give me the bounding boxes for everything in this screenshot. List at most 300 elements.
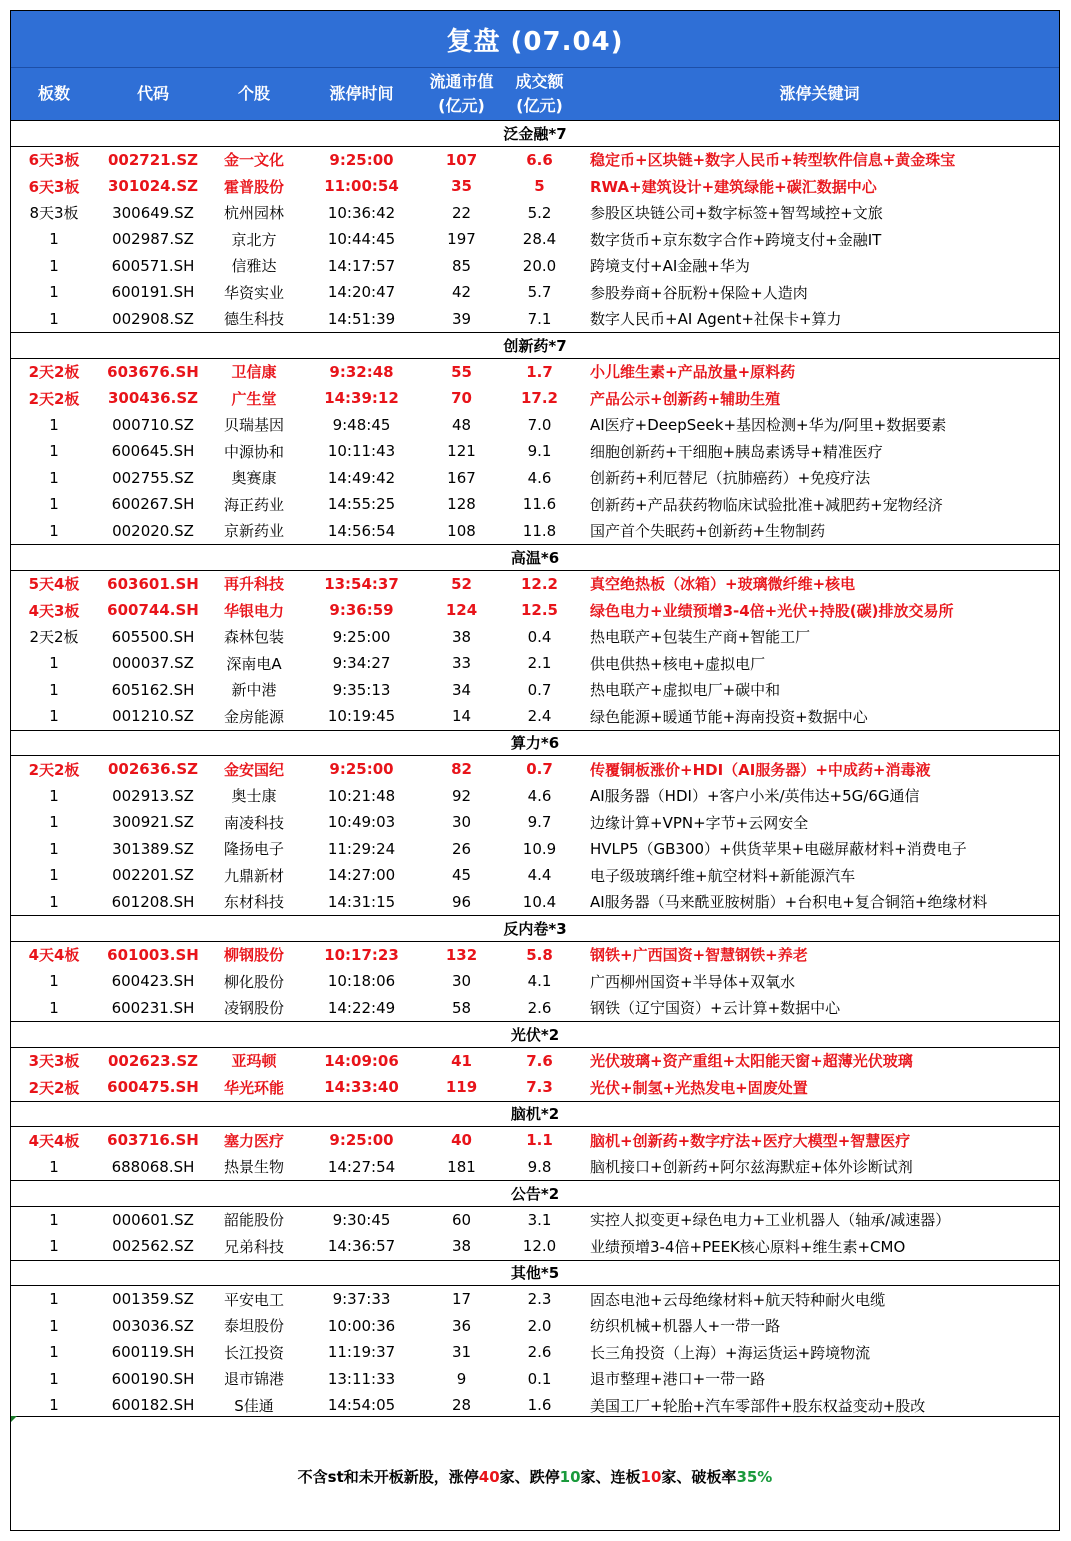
- code-cell: 301389.SZ: [112, 839, 194, 858]
- float-cap-cell: 14: [451, 707, 472, 726]
- float-cap-cell: 48: [451, 415, 472, 434]
- float-cap-cell: 197: [447, 230, 476, 249]
- turnover-cell: 5.7: [527, 283, 552, 302]
- board-cell: 1: [49, 1157, 59, 1176]
- code-cell: 002913.SZ: [112, 786, 194, 805]
- float-cap-cell: 167: [447, 468, 476, 487]
- stock-name-cell: 深南电A: [226, 654, 282, 673]
- limit-time-cell: 11:29:24: [327, 839, 396, 858]
- keywords-cell: 业绩预增3-4倍+PEEK核心原料+维生素+CMO: [590, 1237, 906, 1256]
- section-header: 创新药*7: [11, 332, 1059, 359]
- header-float-cap-unit: (亿元): [438, 96, 485, 115]
- code-cell: 000710.SZ: [112, 415, 194, 434]
- code-cell: 003036.SZ: [112, 1316, 194, 1335]
- board-cell: 1: [49, 1396, 59, 1415]
- limit-time-cell: 10:00:36: [327, 1316, 396, 1335]
- turnover-cell: 5.2: [527, 203, 552, 222]
- limit-time-cell: 14:22:49: [327, 998, 396, 1017]
- table-row: [11, 1339, 1059, 1366]
- summary-break-rate: 35%: [736, 1468, 773, 1486]
- keywords-cell: 光伏玻璃+资产重组+太阳能天窗+超薄光伏玻璃: [590, 1052, 913, 1071]
- code-cell: 605162.SH: [111, 680, 195, 699]
- turnover-cell: 2.6: [527, 1343, 552, 1362]
- stock-name-cell: 金一文化: [223, 151, 284, 170]
- section-header: 反内卷*3: [11, 915, 1059, 942]
- stock-name-cell: 南凌科技: [223, 813, 284, 832]
- code-cell: 002755.SZ: [112, 468, 194, 487]
- code-cell: 002908.SZ: [112, 309, 194, 328]
- board-cell: 6天3板: [28, 151, 80, 170]
- keywords-cell: 真空绝热板（冰箱）+玻璃微纤维+核电: [590, 575, 856, 594]
- header-turnover-unit: (亿元): [516, 96, 563, 115]
- board-cell: 1: [49, 866, 59, 885]
- keywords-cell: 钢铁+广西国资+智慧钢铁+养老: [590, 946, 808, 965]
- table-row: [11, 518, 1059, 545]
- table-row: [11, 571, 1059, 598]
- code-cell: 002636.SZ: [108, 760, 198, 779]
- code-cell: 600191.SH: [111, 283, 195, 302]
- section-header: 公告*2: [11, 1180, 1059, 1207]
- table-row: [11, 862, 1059, 889]
- keywords-cell: 光伏+制氢+光热发电+固废处置: [590, 1078, 808, 1097]
- float-cap-cell: 70: [451, 389, 472, 408]
- float-cap-cell: 26: [451, 839, 472, 858]
- keywords-cell: 长三角投资（上海）+海运货运+跨境物流: [590, 1343, 871, 1362]
- table-row: [11, 1207, 1059, 1234]
- board-cell: 1: [49, 309, 59, 328]
- code-cell: 601208.SH: [111, 892, 195, 911]
- board-cell: 2天2板: [28, 389, 80, 408]
- stock-name-cell: 兄弟科技: [223, 1237, 284, 1256]
- header-turnover-label: 成交额: [515, 72, 564, 91]
- summary-prefix: 不含st和未开板新股，涨停: [297, 1468, 479, 1486]
- board-cell: 1: [49, 521, 59, 540]
- board-cell: 1: [49, 707, 59, 726]
- code-cell: 002623.SZ: [108, 1051, 198, 1070]
- turnover-cell: 3.1: [527, 1210, 552, 1229]
- float-cap-cell: 33: [451, 654, 472, 673]
- turnover-cell: 10.4: [522, 892, 557, 911]
- code-cell: 600744.SH: [107, 601, 199, 620]
- cell-corner-marker: [11, 1416, 17, 1422]
- header-float-cap-label: 流通市值: [429, 72, 494, 91]
- code-cell: 600423.SH: [111, 972, 195, 991]
- keywords-cell: HVLP5（GB300）+供货苹果+电磁屏蔽材料+消费电子: [590, 840, 967, 859]
- stock-name-cell: 凌钢股份: [223, 999, 284, 1018]
- limit-time-cell: 14:27:54: [327, 1157, 396, 1176]
- table-row: [11, 1127, 1059, 1154]
- turnover-cell: 4.4: [527, 866, 552, 885]
- code-cell: 300436.SZ: [108, 389, 198, 408]
- turnover-cell: 0.7: [527, 680, 552, 699]
- table-row: [11, 624, 1059, 651]
- table-row: [11, 412, 1059, 439]
- board-cell: 1: [49, 786, 59, 805]
- board-cell: 1: [49, 892, 59, 911]
- board-cell: 1: [49, 1369, 59, 1388]
- limit-time-cell: 14:39:12: [324, 389, 399, 408]
- keywords-cell: 绿色能源+暖通节能+海南投资+数据中心: [590, 707, 868, 726]
- keywords-cell: 纺织机械+机器人+一带一路: [590, 1317, 781, 1336]
- code-cell: 000601.SZ: [112, 1210, 194, 1229]
- code-cell: 600190.SH: [111, 1369, 195, 1388]
- float-cap-cell: 128: [447, 495, 476, 514]
- turnover-cell: 1.6: [527, 1396, 552, 1415]
- code-cell: 600645.SH: [111, 442, 195, 461]
- turnover-cell: 2.4: [527, 707, 552, 726]
- section-header: 高温*6: [11, 544, 1059, 571]
- stock-name-cell: 柳化股份: [223, 972, 284, 991]
- limit-time-cell: 9:35:13: [332, 680, 391, 699]
- float-cap-cell: 60: [451, 1210, 472, 1229]
- stock-name-cell: 华银电力: [223, 601, 284, 620]
- stock-name-cell: 信雅达: [231, 257, 277, 276]
- stock-name-cell: 金安国纪: [223, 760, 284, 779]
- code-cell: 605500.SH: [111, 627, 195, 646]
- float-cap-cell: 132: [445, 945, 478, 964]
- keywords-cell: RWA+建筑设计+建筑绿能+碳汇数据中心: [590, 177, 877, 196]
- table-row: [11, 306, 1059, 333]
- stock-name-cell: 京新药业: [223, 522, 284, 541]
- page-title: 复盘 (07.04): [11, 11, 1059, 68]
- code-cell: 002020.SZ: [112, 521, 194, 540]
- float-cap-cell: 17: [451, 1290, 472, 1309]
- stock-name-cell: 平安电工: [223, 1290, 284, 1309]
- table-row: [11, 279, 1059, 306]
- table-row: [11, 1286, 1059, 1313]
- stock-name-cell: 长江投资: [223, 1343, 284, 1362]
- code-cell: 001210.SZ: [112, 707, 194, 726]
- float-cap-cell: 36: [451, 1316, 472, 1335]
- stock-name-cell: 奥士康: [231, 787, 277, 806]
- table-row: [11, 1048, 1059, 1075]
- board-cell: 4天4板: [28, 946, 80, 965]
- float-cap-cell: 119: [445, 1078, 478, 1097]
- stock-name-cell: 海正药业: [223, 495, 284, 514]
- keywords-cell: 热电联产+包装生产商+智能工厂: [590, 628, 811, 647]
- table-row: [11, 173, 1059, 200]
- table-row: [11, 491, 1059, 518]
- turnover-cell: 9.1: [527, 442, 552, 461]
- stock-name-cell: 卫信康: [231, 363, 277, 382]
- limit-time-cell: 14:49:42: [327, 468, 396, 487]
- code-cell: 600571.SH: [111, 256, 195, 275]
- board-cell: 1: [49, 813, 59, 832]
- turnover-cell: 9.7: [527, 813, 552, 832]
- turnover-cell: 2.6: [527, 998, 552, 1017]
- table-row: [11, 677, 1059, 704]
- float-cap-cell: 28: [451, 1396, 472, 1415]
- summary-consecutive-unit: 家、破板率: [661, 1468, 737, 1486]
- limit-time-cell: 11:19:37: [327, 1343, 396, 1362]
- stock-name-cell: 东材科技: [223, 893, 284, 912]
- section-header: 光伏*2: [11, 1021, 1059, 1048]
- float-cap-cell: 108: [447, 521, 476, 540]
- limit-time-cell: 14:33:40: [324, 1078, 399, 1097]
- float-cap-cell: 40: [451, 1131, 472, 1150]
- table-row: [11, 756, 1059, 783]
- board-cell: 2天2板: [28, 1078, 80, 1097]
- header-turnover: [499, 68, 580, 120]
- keywords-cell: 广西柳州国资+半导体+双氧水: [590, 972, 796, 991]
- code-cell: 600119.SH: [111, 1343, 195, 1362]
- keywords-cell: 参股区块链公司+数字标签+智驾域控+文旅: [590, 204, 883, 223]
- section-header: 算力*6: [11, 730, 1059, 757]
- limit-time-cell: 9:37:33: [332, 1290, 391, 1309]
- code-cell: 300649.SZ: [112, 203, 194, 222]
- float-cap-cell: 96: [451, 892, 472, 911]
- keywords-cell: AI服务器（马来酰亚胺树脂）+台积电+复合铜箔+绝缘材料: [590, 893, 988, 912]
- table-row: [11, 1154, 1059, 1181]
- keywords-cell: AI服务器（HDI）+客户小米/英伟达+5G/6G通信: [590, 787, 920, 806]
- limit-time-cell: 9:25:00: [332, 627, 391, 646]
- float-cap-cell: 34: [451, 680, 472, 699]
- keywords-cell: 产品公示+创新药+辅助生殖: [590, 389, 781, 408]
- stock-name-cell: 新中港: [231, 681, 277, 700]
- limit-time-cell: 10:21:48: [327, 786, 396, 805]
- board-cell: 4天3板: [28, 601, 80, 620]
- table-row: [11, 597, 1059, 624]
- turnover-cell: 9.8: [527, 1157, 552, 1176]
- code-cell: 600231.SH: [111, 998, 195, 1017]
- board-cell: 2天2板: [28, 760, 80, 779]
- float-cap-cell: 30: [451, 813, 472, 832]
- board-cell: 1: [49, 1237, 59, 1256]
- table-row: [11, 147, 1059, 174]
- turnover-cell: 5.8: [526, 945, 553, 964]
- limit-time-cell: 9:36:59: [329, 601, 394, 620]
- float-cap-cell: 58: [451, 998, 472, 1017]
- stock-name-cell: 华光环能: [223, 1078, 284, 1097]
- table-body: [11, 120, 1059, 1419]
- board-cell: 1: [49, 283, 59, 302]
- keywords-cell: 热电联产+虚拟电厂+碳中和: [590, 681, 781, 700]
- code-cell: 002987.SZ: [112, 230, 194, 249]
- limit-time-cell: 10:44:45: [327, 230, 396, 249]
- turnover-cell: 17.2: [520, 389, 558, 408]
- limit-time-cell: 9:25:00: [329, 760, 394, 779]
- table-row: [11, 385, 1059, 412]
- limit-time-cell: 14:09:06: [324, 1051, 399, 1070]
- table-row: [11, 1313, 1059, 1340]
- turnover-cell: 2.1: [527, 654, 552, 673]
- float-cap-cell: 52: [451, 574, 472, 593]
- turnover-cell: 0.1: [527, 1369, 552, 1388]
- summary-limit-down: 10: [559, 1468, 581, 1486]
- limit-time-cell: 13:11:33: [327, 1369, 396, 1388]
- board-cell: 1: [49, 230, 59, 249]
- keywords-cell: 跨境支付+AI金融+华为: [590, 257, 750, 276]
- board-cell: 2天2板: [29, 628, 79, 647]
- float-cap-cell: 42: [451, 283, 472, 302]
- code-cell: 603716.SH: [107, 1131, 199, 1150]
- stock-name-cell: 华资实业: [223, 283, 284, 302]
- keywords-cell: 实控人拟变更+绿色电力+工业机器人（轴承/减速器）: [590, 1211, 951, 1230]
- code-cell: 603676.SH: [107, 362, 199, 381]
- table-header: [11, 68, 1059, 120]
- table-row: [11, 650, 1059, 677]
- turnover-cell: 2.3: [527, 1290, 552, 1309]
- board-cell: 1: [49, 495, 59, 514]
- turnover-cell: 12.5: [520, 601, 558, 620]
- keywords-cell: 脑机接口+创新药+阿尔兹海默症+体外诊断试剂: [590, 1158, 913, 1177]
- keywords-cell: 绿色电力+业绩预增3-4倍+光伏+持股(碳)排放交易所: [590, 601, 954, 620]
- limit-time-cell: 14:31:15: [327, 892, 396, 911]
- float-cap-cell: 124: [445, 601, 478, 620]
- turnover-cell: 1.7: [526, 362, 553, 381]
- float-cap-cell: 45: [451, 866, 472, 885]
- stock-name-cell: 广生堂: [231, 389, 277, 408]
- keywords-cell: 数字人民币+AI Agent+社保卡+算力: [590, 310, 842, 329]
- limit-time-cell: 10:17:23: [324, 945, 399, 964]
- code-cell: 300921.SZ: [112, 813, 194, 832]
- keywords-cell: 钢铁（辽宁国资）+云计算+数据中心: [590, 999, 841, 1018]
- limit-time-cell: 14:54:05: [327, 1396, 396, 1415]
- limit-time-cell: 14:56:54: [327, 521, 396, 540]
- stock-name-cell: 塞力医疗: [223, 1131, 284, 1150]
- table-row: [11, 1366, 1059, 1393]
- board-cell: 1: [49, 256, 59, 275]
- turnover-cell: 11.8: [522, 521, 557, 540]
- limit-time-cell: 9:34:27: [332, 654, 391, 673]
- turnover-cell: 28.4: [522, 230, 557, 249]
- code-cell: 603601.SH: [107, 574, 199, 593]
- keywords-cell: 电子级玻璃纤维+航空材料+新能源汽车: [590, 866, 856, 885]
- table-row: [11, 809, 1059, 836]
- table-row: [11, 253, 1059, 280]
- turnover-cell: 0.4: [527, 627, 552, 646]
- turnover-cell: 7.1: [527, 309, 552, 328]
- section-header: 其他*5: [11, 1260, 1059, 1287]
- stock-name-cell: S佳通: [234, 1396, 274, 1415]
- table-row: [11, 836, 1059, 863]
- board-cell: 1: [49, 468, 59, 487]
- float-cap-cell: 31: [451, 1343, 472, 1362]
- table-row: [11, 359, 1059, 386]
- limit-time-cell: 13:54:37: [324, 574, 399, 593]
- float-cap-cell: 55: [451, 362, 472, 381]
- code-cell: 001359.SZ: [112, 1290, 194, 1309]
- board-cell: 1: [49, 1343, 59, 1362]
- summary-limit-down-unit: 家、连板: [580, 1468, 641, 1486]
- keywords-cell: 国产首个失眠药+创新药+生物制药: [590, 522, 826, 541]
- float-cap-cell: 85: [451, 256, 472, 275]
- float-cap-cell: 92: [451, 786, 472, 805]
- float-cap-cell: 82: [451, 760, 472, 779]
- stock-name-cell: 德生科技: [223, 310, 284, 329]
- limit-time-cell: 14:51:39: [327, 309, 396, 328]
- table-row: [11, 995, 1059, 1022]
- stock-name-cell: 中源协和: [223, 442, 284, 461]
- board-cell: 6天3板: [28, 177, 80, 196]
- limit-time-cell: 10:11:43: [327, 442, 396, 461]
- table-row: [11, 942, 1059, 969]
- keywords-cell: 创新药+产品获药物临床试验批准+减肥药+宠物经济: [590, 495, 943, 514]
- summary-limit-up-unit: 家、跌停: [499, 1468, 560, 1486]
- float-cap-cell: 22: [451, 203, 472, 222]
- float-cap-cell: 38: [451, 1237, 472, 1256]
- keywords-cell: 参股券商+谷朊粉+保险+人造肉: [590, 283, 808, 302]
- table-row: [11, 438, 1059, 465]
- header-keywords: 涨停关键词: [779, 84, 860, 103]
- keywords-cell: 供电供热+核电+虚拟电厂: [590, 654, 766, 673]
- stock-name-cell: 柳钢股份: [223, 946, 284, 965]
- board-cell: 1: [49, 1210, 59, 1229]
- code-cell: 002201.SZ: [112, 866, 194, 885]
- board-cell: 3天3板: [28, 1052, 80, 1071]
- limit-time-cell: 14:20:47: [327, 283, 396, 302]
- float-cap-cell: 35: [451, 177, 472, 196]
- float-cap-cell: 181: [447, 1157, 476, 1176]
- keywords-cell: 边缘计算+VPN+字节+云网安全: [590, 813, 809, 832]
- turnover-cell: 4.6: [527, 786, 552, 805]
- float-cap-cell: 121: [447, 442, 476, 461]
- header-float-cap: [424, 68, 499, 120]
- table-row: [11, 1074, 1059, 1101]
- keywords-cell: AI医疗+DeepSeek+基因检测+华为/阿里+数据要素: [590, 416, 947, 435]
- code-cell: 600267.SH: [111, 495, 195, 514]
- table-row: [11, 703, 1059, 730]
- turnover-cell: 12.0: [522, 1237, 557, 1256]
- board-cell: 1: [49, 442, 59, 461]
- float-cap-cell: 9: [456, 1369, 467, 1388]
- code-cell: 002562.SZ: [112, 1237, 194, 1256]
- stock-name-cell: 韶能股份: [223, 1211, 284, 1230]
- keywords-cell: 美国工厂+轮胎+汽车零部件+股东权益变动+股改: [590, 1396, 926, 1415]
- code-cell: 600182.SH: [111, 1396, 195, 1415]
- board-cell: 1: [49, 415, 59, 434]
- footer-divider: [11, 1416, 1059, 1418]
- keywords-cell: 固态电池+云母绝缘材料+航天特种耐火电缆: [590, 1290, 886, 1309]
- stock-name-cell: 贝瑞基因: [223, 416, 284, 435]
- board-cell: 1: [49, 998, 59, 1017]
- code-cell: 000037.SZ: [112, 654, 194, 673]
- header-time: 涨停时间: [329, 84, 394, 103]
- board-cell: 8天3板: [29, 204, 79, 223]
- board-cell: 5天4板: [28, 575, 80, 594]
- stock-name-cell: 奥赛康: [231, 469, 277, 488]
- table-row: [11, 783, 1059, 810]
- keywords-cell: 脑机+创新药+数字疗法+医疗大模型+智慧医疗: [590, 1131, 911, 1150]
- limit-time-cell: 9:25:00: [329, 150, 394, 169]
- board-cell: 1: [49, 972, 59, 991]
- keywords-cell: 传覆铜板涨价+HDI（AI服务器）+中成药+消毒液: [590, 760, 931, 779]
- section-header: 泛金融*7: [11, 120, 1059, 147]
- stock-name-cell: 霍普股份: [223, 177, 284, 196]
- summary-consecutive: 10: [640, 1468, 662, 1486]
- stock-name-cell: 退市锦港: [223, 1370, 284, 1389]
- limit-time-cell: 9:32:48: [329, 362, 394, 381]
- stock-name-cell: 杭州园林: [223, 204, 284, 223]
- stock-name-cell: 九鼎新材: [223, 866, 284, 885]
- turnover-cell: 5: [534, 177, 545, 196]
- board-cell: 1: [49, 1290, 59, 1309]
- turnover-cell: 2.0: [527, 1316, 552, 1335]
- turnover-cell: 20.0: [522, 256, 557, 275]
- turnover-cell: 6.6: [526, 150, 553, 169]
- limit-time-cell: 14:17:57: [327, 256, 396, 275]
- table-row: [11, 1233, 1059, 1260]
- limit-time-cell: 9:25:00: [329, 1131, 394, 1150]
- turnover-cell: 7.0: [527, 415, 552, 434]
- keywords-cell: 创新药+利厄替尼（抗肺癌药）+免疫疗法: [590, 469, 871, 488]
- limit-time-cell: 10:19:45: [327, 707, 396, 726]
- stock-name-cell: 隆扬电子: [223, 840, 284, 859]
- board-cell: 1: [49, 680, 59, 699]
- section-header: 脑机*2: [11, 1101, 1059, 1128]
- turnover-cell: 7.6: [526, 1051, 553, 1070]
- float-cap-cell: 30: [451, 972, 472, 991]
